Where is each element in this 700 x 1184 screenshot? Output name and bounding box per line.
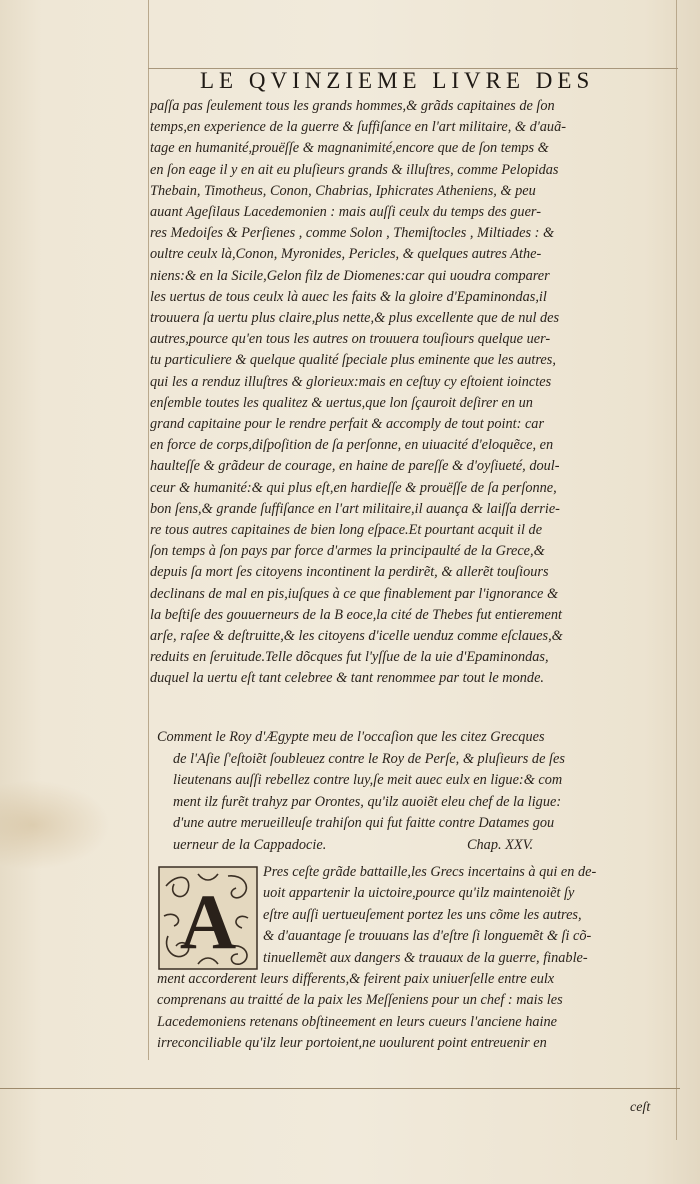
text-line: enſemble toutes les qualitez & uertus,que lon ſçauroit deſirer en un xyxy=(150,394,533,411)
text-line: Thebain, Timotheus, Conon, Chabrias, Iphicrates Atheniens, & peu xyxy=(150,182,536,199)
text-line: reduits en ſeruitude.Telle dõcques fut l'yſſue de la uie d'Epaminondas, xyxy=(150,649,549,666)
text-line: oultre ceulx là,Conon, Myronides, Pericles, & quelques autres Athe- xyxy=(150,246,542,263)
text-line: trouuera ſa uertu plus claire,plus nette,& plus excellente que de nul des xyxy=(150,310,560,327)
chapter-line: d'une autre merueilleuſe trahiſon qui fut faitte contre Datames gou xyxy=(173,815,555,832)
chapter-line: de l'Aſie ſ'eſtoiẽt ſoubleuez contre le Roy de Perſe, & pluſieurs de ſes xyxy=(173,750,565,767)
catchword: ceſt xyxy=(630,1100,651,1115)
text-line: tage en humanité,prouëſſe & magnanimité,encore que de ſon temps & xyxy=(150,140,549,157)
paper-stain xyxy=(0,780,110,870)
chapter-heading xyxy=(157,727,679,857)
text-line: haulteſſe & grãdeur de courage, en haine de pareſſe & d'oyſiueté, doul- xyxy=(150,458,560,475)
chapter-body-text xyxy=(157,862,679,1055)
bottom-rule xyxy=(0,1088,680,1089)
chapter-number: Chap. XXV. xyxy=(467,836,534,853)
text-line: ceur & humanité:& qui plus eſt,en hardieſſe & prouëſſe de ſa perſonne, xyxy=(150,479,557,496)
text-line: irreconciliable qu'ilz leur portoient,ne uoulurent point entreuenir en xyxy=(157,1035,547,1052)
text-line: & d'auantage ſe trouuans las d'eſtre ſi longuemẽt & ſi cõ- xyxy=(263,928,592,945)
text-line: ſon temps à ſon pays par force d'armes la principaulté de la Grece,& xyxy=(150,543,545,560)
chapter-line: Comment le Roy d'Ægypte meu de l'occaſion que les citez Grecques xyxy=(157,729,545,745)
text-line: Lacedemoniens retenans obſtineement en leurs cueurs l'anciene haine xyxy=(157,1013,557,1030)
running-header: LE QVINZIEME LIVRE DES xyxy=(200,68,595,93)
text-line: uoit appartenir la uictoire,pource qu'ilz maintenoiẽt ſy xyxy=(263,885,575,902)
text-line: Pres ceſte grãde battaille,les Grecs incertains à qui en de- xyxy=(263,864,597,880)
chapter-line-last xyxy=(157,835,679,857)
text-line: en force de corps,diſpoſition de ſa perſonne, en uiuacité d'eloquẽce, en xyxy=(150,437,554,454)
body-text xyxy=(150,96,680,690)
text-line: ment accorderent leurs differents,& feirent paix uniuerſelle entre eulx xyxy=(157,971,555,988)
text-line: comprenans au traitté de la paix les Meſſeniens pour un chef : mais les xyxy=(157,992,563,1009)
text-line: tu particuliere & quelque qualité ſpeciale plus eminente que les autres, xyxy=(150,352,556,369)
text-line: qui les a renduz illuſtres & glorieux:mais en ceſtuy cy eſtoient ioinctes xyxy=(150,373,552,390)
text-line: depuis ſa mort ſes citoyens incontinent la perdirẽt, & allerẽt touſiours xyxy=(150,564,549,581)
svg-text:A: A xyxy=(179,878,237,965)
left-margin-rule xyxy=(148,0,149,1060)
text-line: tinuellemẽt aux dangers & trauaux de la guerre, finable- xyxy=(263,949,588,966)
chapter-line: lieutenans auſſi rebellez contre luy,ſe meit auec eulx en ligue:& com xyxy=(173,772,563,789)
text-line: auant Ageſilaus Lacedemonien : mais auſſi ceulx du temps des guer- xyxy=(150,204,541,221)
text-line: niens:& en la Sicile,Gelon filz de Diomenes:car qui uoudra comparer xyxy=(150,267,550,284)
text-line: la beſtiſe des gouuerneurs de la B eoce,la cité de Thebes fut entierement xyxy=(150,606,562,623)
text-line: autres,pource qu'en tous les autres on trouuera touſiours quelque uer- xyxy=(150,331,551,348)
text-line: temps,en experience de la guerre & ſuffiſance en l'art militaire, & d'auã- xyxy=(150,119,566,136)
text-line: arſe, raſee & deſtruitte,& les citoyens d'icelle uenduz comme eſclaues,& xyxy=(150,628,563,645)
text-line: paſſa pas ſeulement tous les grands hommes,& grãds capitaines de ſon xyxy=(150,98,555,114)
text-line: en ſon eage il y en ait eu pluſieurs grands & illuſtres, comme Pelopidas xyxy=(150,161,559,178)
text-line: duquel la uertu eſt tant celebree & tant renommee par tout le monde. xyxy=(150,670,545,687)
text-line: res Medoiſes & Perſienes , comme Solon , Themiſtocles , Miltiades : & xyxy=(150,225,555,242)
text-line: grand capitaine pour le rendre perfait & accomply de tout point: car xyxy=(150,416,545,433)
chapter-line: uerneur de la Cappadocie. xyxy=(173,836,327,853)
text-line: les uertus de tous ceulx là auec les faits & la gloire d'Epaminondas,il xyxy=(150,288,547,305)
text-line: eſtre auſſi uertueuſement portez les uns cõme les autres, xyxy=(263,906,582,923)
text-line: bon ſens,& grande ſuffiſance en l'art militaire,il auança & laiſſa derrie- xyxy=(150,500,560,517)
text-line: declinans de mal en pis,iuſques à ce que finablement par l'ignorance & xyxy=(150,585,559,602)
chapter-line: ment ilz furẽt trahyz par Orontes, qu'ilz auoiẽt eleu chef de la ligue: xyxy=(173,793,562,810)
text-line: re tous autres capitaines de bien long eſpace.Et pourtant acquit il de xyxy=(150,522,543,539)
